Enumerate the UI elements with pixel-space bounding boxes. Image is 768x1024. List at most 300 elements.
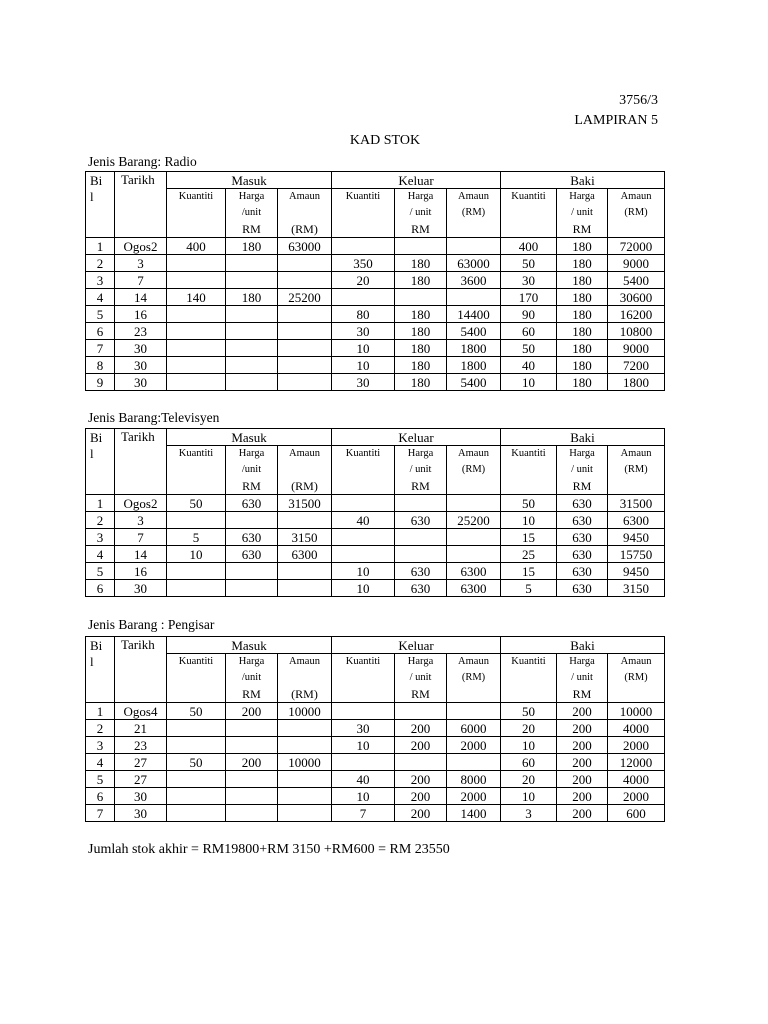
cell-value: 1800 bbox=[447, 340, 501, 357]
cell-tarikh: 14 bbox=[115, 289, 167, 306]
table-row bbox=[86, 703, 665, 720]
header-kuantiti: Kuantiti bbox=[501, 654, 557, 671]
cell-value bbox=[447, 289, 501, 306]
cell-value: 7200 bbox=[608, 357, 665, 374]
cell-bil: 1 bbox=[86, 703, 115, 720]
cell-value: 20 bbox=[332, 272, 395, 289]
cell-value bbox=[395, 754, 447, 771]
cell-value bbox=[278, 357, 332, 374]
cell-value: 140 bbox=[167, 289, 226, 306]
cell-value: 180 bbox=[395, 323, 447, 340]
header-tarikh: Tarikh bbox=[115, 429, 167, 495]
cell-value: 200 bbox=[557, 720, 608, 737]
header-bil-cont bbox=[86, 686, 115, 703]
stock-table bbox=[85, 171, 665, 391]
cell-value: 200 bbox=[557, 737, 608, 754]
cell-value: 25200 bbox=[447, 512, 501, 529]
cell-value bbox=[278, 374, 332, 391]
cell-bil: 2 bbox=[86, 512, 115, 529]
header-bil-cont: l bbox=[86, 446, 115, 463]
section-label: Jenis Barang:Televisyen bbox=[88, 410, 220, 425]
table-row bbox=[86, 255, 665, 272]
cell-value: 9450 bbox=[608, 529, 665, 546]
cell-value: 50 bbox=[501, 255, 557, 272]
cell-bil: 4 bbox=[86, 289, 115, 306]
header-bil: Bi bbox=[86, 429, 115, 446]
cell-value: 200 bbox=[395, 720, 447, 737]
cell-tarikh: Ogos2 bbox=[115, 238, 167, 255]
header-amaun: Amaun bbox=[608, 446, 665, 463]
header-harga: RM bbox=[557, 221, 608, 238]
cell-value bbox=[447, 703, 501, 720]
header-kuantiti: Kuantiti bbox=[167, 654, 226, 671]
cell-value bbox=[447, 238, 501, 255]
cell-value: 5400 bbox=[447, 374, 501, 391]
table-row bbox=[86, 771, 665, 788]
header-amaun bbox=[447, 478, 501, 495]
cell-value: 1800 bbox=[447, 357, 501, 374]
cell-value: 200 bbox=[395, 771, 447, 788]
header-harga: / unit bbox=[395, 205, 447, 221]
header-baki: Baki bbox=[501, 172, 665, 189]
cell-bil: 2 bbox=[86, 720, 115, 737]
cell-value bbox=[278, 512, 332, 529]
cell-value: 15750 bbox=[608, 546, 665, 563]
header-bil: Bi bbox=[86, 172, 115, 189]
cell-tarikh: 7 bbox=[115, 529, 167, 546]
cell-value bbox=[226, 771, 278, 788]
cell-tarikh: 16 bbox=[115, 563, 167, 580]
header-kuantiti bbox=[332, 478, 395, 495]
header-harga: / unit bbox=[557, 462, 608, 478]
cell-value bbox=[278, 788, 332, 805]
header-amaun: Amaun bbox=[608, 189, 665, 206]
header-amaun: (RM) bbox=[608, 205, 665, 221]
header-kuantiti bbox=[332, 221, 395, 238]
cell-value: 3600 bbox=[447, 272, 501, 289]
cell-value: 630 bbox=[226, 529, 278, 546]
cell-tarikh: 7 bbox=[115, 272, 167, 289]
cell-value: 200 bbox=[557, 703, 608, 720]
table-row bbox=[86, 754, 665, 771]
cell-value bbox=[278, 306, 332, 323]
cell-value bbox=[226, 737, 278, 754]
header-amaun: (RM) bbox=[608, 670, 665, 686]
header-kuantiti bbox=[167, 686, 226, 703]
header-harga: /unit bbox=[226, 462, 278, 478]
header-amaun: (RM) bbox=[447, 205, 501, 221]
cell-value: 12000 bbox=[608, 754, 665, 771]
cell-value bbox=[226, 580, 278, 597]
header-amaun: (RM) bbox=[447, 462, 501, 478]
header-amaun bbox=[608, 686, 665, 703]
cell-value bbox=[332, 495, 395, 512]
cell-value: 10800 bbox=[608, 323, 665, 340]
cell-bil: 5 bbox=[86, 306, 115, 323]
cell-value bbox=[278, 272, 332, 289]
cell-value: 9000 bbox=[608, 255, 665, 272]
header-harga: RM bbox=[226, 221, 278, 238]
header-amaun bbox=[278, 462, 332, 478]
cell-value bbox=[278, 323, 332, 340]
cell-value: 25 bbox=[501, 546, 557, 563]
table-row bbox=[86, 546, 665, 563]
cell-value: 180 bbox=[226, 289, 278, 306]
cell-value bbox=[332, 703, 395, 720]
cell-value bbox=[447, 546, 501, 563]
header-amaun: Amaun bbox=[447, 654, 501, 671]
cell-value: 630 bbox=[557, 512, 608, 529]
cell-value bbox=[226, 788, 278, 805]
cell-value: 2000 bbox=[447, 788, 501, 805]
cell-value: 14400 bbox=[447, 306, 501, 323]
header-amaun: (RM) bbox=[278, 221, 332, 238]
table-row bbox=[86, 805, 665, 822]
cell-value bbox=[332, 289, 395, 306]
table-row bbox=[86, 374, 665, 391]
cell-value: 4000 bbox=[608, 771, 665, 788]
header-masuk: Masuk bbox=[167, 429, 332, 446]
header-kuantiti bbox=[501, 462, 557, 478]
header-kuantiti bbox=[501, 205, 557, 221]
header-keluar: Keluar bbox=[332, 429, 501, 446]
cell-value: 16200 bbox=[608, 306, 665, 323]
cell-value: 180 bbox=[557, 306, 608, 323]
cell-value: 10 bbox=[332, 580, 395, 597]
appendix-label: LAMPIRAN 5 bbox=[574, 113, 658, 128]
cell-value: 350 bbox=[332, 255, 395, 272]
cell-value: 50 bbox=[167, 754, 226, 771]
document-code: 3756/3 bbox=[619, 93, 658, 108]
cell-value: 630 bbox=[557, 546, 608, 563]
cell-value: 20 bbox=[501, 720, 557, 737]
header-harga: Harga bbox=[395, 654, 447, 671]
cell-value bbox=[226, 306, 278, 323]
cell-value: 180 bbox=[557, 340, 608, 357]
cell-bil: 3 bbox=[86, 272, 115, 289]
header-amaun bbox=[608, 478, 665, 495]
cell-value bbox=[226, 720, 278, 737]
cell-value: 180 bbox=[557, 255, 608, 272]
header-kuantiti bbox=[332, 686, 395, 703]
cell-bil: 3 bbox=[86, 737, 115, 754]
cell-value: 9450 bbox=[608, 563, 665, 580]
table-row bbox=[86, 495, 665, 512]
cell-bil: 2 bbox=[86, 255, 115, 272]
header-kuantiti bbox=[167, 670, 226, 686]
header-amaun: (RM) bbox=[278, 478, 332, 495]
cell-tarikh: Ogos4 bbox=[115, 703, 167, 720]
cell-value bbox=[332, 546, 395, 563]
cell-value: 30600 bbox=[608, 289, 665, 306]
cell-value: 9000 bbox=[608, 340, 665, 357]
cell-value bbox=[332, 754, 395, 771]
table-row bbox=[86, 788, 665, 805]
cell-value bbox=[167, 805, 226, 822]
cell-value: 200 bbox=[395, 788, 447, 805]
cell-value bbox=[167, 323, 226, 340]
cell-value: 200 bbox=[557, 754, 608, 771]
table-row bbox=[86, 289, 665, 306]
cell-value bbox=[278, 720, 332, 737]
cell-value bbox=[167, 771, 226, 788]
header-amaun bbox=[278, 205, 332, 221]
cell-value: 630 bbox=[226, 495, 278, 512]
cell-value: 40 bbox=[501, 357, 557, 374]
cell-tarikh: 27 bbox=[115, 754, 167, 771]
cell-value: 6300 bbox=[608, 512, 665, 529]
cell-value: 10 bbox=[332, 737, 395, 754]
cell-value: 10000 bbox=[278, 703, 332, 720]
cell-value bbox=[167, 255, 226, 272]
header-masuk: Masuk bbox=[167, 172, 332, 189]
cell-value bbox=[395, 495, 447, 512]
cell-value bbox=[167, 512, 226, 529]
table-row bbox=[86, 340, 665, 357]
cell-value: 630 bbox=[557, 495, 608, 512]
cell-tarikh: 23 bbox=[115, 737, 167, 754]
cell-tarikh: 3 bbox=[115, 512, 167, 529]
cell-bil: 4 bbox=[86, 546, 115, 563]
cell-value bbox=[278, 737, 332, 754]
cell-value: 60 bbox=[501, 323, 557, 340]
header-bil-cont bbox=[86, 478, 115, 495]
cell-value: 630 bbox=[226, 546, 278, 563]
cell-bil: 3 bbox=[86, 529, 115, 546]
table-row bbox=[86, 563, 665, 580]
cell-bil: 5 bbox=[86, 771, 115, 788]
cell-value bbox=[167, 737, 226, 754]
cell-value: 80 bbox=[332, 306, 395, 323]
cell-bil: 6 bbox=[86, 788, 115, 805]
cell-value: 63000 bbox=[278, 238, 332, 255]
header-amaun: Amaun bbox=[608, 654, 665, 671]
cell-value: 31500 bbox=[608, 495, 665, 512]
header-kuantiti bbox=[332, 462, 395, 478]
header-kuantiti: Kuantiti bbox=[501, 189, 557, 206]
cell-value bbox=[278, 563, 332, 580]
cell-value: 60 bbox=[501, 754, 557, 771]
cell-value: 10 bbox=[501, 512, 557, 529]
header-amaun: (RM) bbox=[447, 670, 501, 686]
header-baki: Baki bbox=[501, 637, 665, 654]
table-row bbox=[86, 529, 665, 546]
header-harga: Harga bbox=[557, 654, 608, 671]
cell-value bbox=[447, 754, 501, 771]
cell-value bbox=[226, 374, 278, 391]
cell-value: 180 bbox=[557, 238, 608, 255]
cell-bil: 7 bbox=[86, 805, 115, 822]
cell-value bbox=[226, 512, 278, 529]
cell-value: 180 bbox=[395, 357, 447, 374]
cell-tarikh: 30 bbox=[115, 788, 167, 805]
cell-value: 30 bbox=[332, 374, 395, 391]
cell-bil: 1 bbox=[86, 495, 115, 512]
header-kuantiti bbox=[332, 205, 395, 221]
table-row bbox=[86, 737, 665, 754]
cell-bil: 1 bbox=[86, 238, 115, 255]
cell-value bbox=[226, 323, 278, 340]
cell-value: 200 bbox=[557, 805, 608, 822]
cell-value bbox=[332, 529, 395, 546]
header-kuantiti bbox=[501, 221, 557, 238]
header-bil-cont: l bbox=[86, 654, 115, 671]
cell-value: 1800 bbox=[608, 374, 665, 391]
table-row bbox=[86, 512, 665, 529]
cell-value: 50 bbox=[501, 340, 557, 357]
cell-value: 200 bbox=[226, 703, 278, 720]
header-bil-cont bbox=[86, 462, 115, 478]
cell-tarikh: 14 bbox=[115, 546, 167, 563]
cell-value bbox=[332, 238, 395, 255]
header-harga: RM bbox=[557, 478, 608, 495]
cell-tarikh: 27 bbox=[115, 771, 167, 788]
cell-value: 180 bbox=[395, 255, 447, 272]
page-title: KAD STOK bbox=[349, 133, 421, 148]
header-harga: / unit bbox=[395, 462, 447, 478]
cell-tarikh: 21 bbox=[115, 720, 167, 737]
table-row bbox=[86, 580, 665, 597]
cell-value: 10000 bbox=[278, 754, 332, 771]
cell-value: 3150 bbox=[608, 580, 665, 597]
cell-value bbox=[226, 563, 278, 580]
header-harga: Harga bbox=[557, 446, 608, 463]
cell-value: 2000 bbox=[608, 737, 665, 754]
cell-value bbox=[278, 580, 332, 597]
header-harga: Harga bbox=[557, 189, 608, 206]
cell-value: 6300 bbox=[447, 563, 501, 580]
cell-value bbox=[447, 495, 501, 512]
header-harga: Harga bbox=[226, 654, 278, 671]
cell-tarikh: 16 bbox=[115, 306, 167, 323]
header-tarikh: Tarikh bbox=[115, 637, 167, 703]
cell-value: 5 bbox=[501, 580, 557, 597]
cell-value bbox=[278, 340, 332, 357]
cell-value bbox=[167, 340, 226, 357]
cell-value: 180 bbox=[226, 238, 278, 255]
header-kuantiti bbox=[167, 478, 226, 495]
cell-value: 180 bbox=[557, 357, 608, 374]
header-kuantiti: Kuantiti bbox=[332, 446, 395, 463]
header-bil-cont bbox=[86, 670, 115, 686]
cell-value: 25200 bbox=[278, 289, 332, 306]
cell-value: 200 bbox=[395, 805, 447, 822]
table-row bbox=[86, 306, 665, 323]
header-harga: RM bbox=[557, 686, 608, 703]
cell-value: 5400 bbox=[608, 272, 665, 289]
header-keluar: Keluar bbox=[332, 172, 501, 189]
cell-value bbox=[226, 805, 278, 822]
cell-tarikh: Ogos2 bbox=[115, 495, 167, 512]
header-amaun: Amaun bbox=[278, 189, 332, 206]
cell-value: 6000 bbox=[447, 720, 501, 737]
header-kuantiti bbox=[167, 205, 226, 221]
cell-bil: 9 bbox=[86, 374, 115, 391]
section-label: Jenis Barang: Radio bbox=[88, 154, 197, 169]
header-amaun: (RM) bbox=[608, 462, 665, 478]
cell-value bbox=[447, 529, 501, 546]
header-harga: RM bbox=[395, 221, 447, 238]
cell-value: 30 bbox=[332, 323, 395, 340]
cell-value: 40 bbox=[332, 771, 395, 788]
cell-value bbox=[395, 546, 447, 563]
cell-value: 200 bbox=[557, 788, 608, 805]
cell-bil: 6 bbox=[86, 580, 115, 597]
cell-value: 630 bbox=[557, 529, 608, 546]
header-harga: RM bbox=[395, 686, 447, 703]
cell-value bbox=[226, 255, 278, 272]
cell-value bbox=[167, 580, 226, 597]
cell-value: 63000 bbox=[447, 255, 501, 272]
cell-value: 1400 bbox=[447, 805, 501, 822]
cell-value: 180 bbox=[395, 272, 447, 289]
cell-value: 2000 bbox=[608, 788, 665, 805]
cell-bil: 7 bbox=[86, 340, 115, 357]
header-kuantiti bbox=[167, 462, 226, 478]
header-amaun bbox=[447, 221, 501, 238]
cell-tarikh: 30 bbox=[115, 340, 167, 357]
cell-value: 8000 bbox=[447, 771, 501, 788]
stock-table bbox=[85, 636, 665, 822]
table-row bbox=[86, 238, 665, 255]
cell-value: 10 bbox=[167, 546, 226, 563]
cell-value: 5 bbox=[167, 529, 226, 546]
cell-value: 180 bbox=[557, 323, 608, 340]
cell-value bbox=[167, 374, 226, 391]
cell-value: 10 bbox=[501, 737, 557, 754]
cell-tarikh: 30 bbox=[115, 374, 167, 391]
cell-value: 15 bbox=[501, 529, 557, 546]
cell-value: 4000 bbox=[608, 720, 665, 737]
header-kuantiti: Kuantiti bbox=[501, 446, 557, 463]
cell-value: 10 bbox=[332, 357, 395, 374]
header-harga: Harga bbox=[395, 446, 447, 463]
header-amaun bbox=[278, 670, 332, 686]
header-bil: Bi bbox=[86, 637, 115, 654]
cell-value: 200 bbox=[226, 754, 278, 771]
cell-value: 630 bbox=[395, 512, 447, 529]
cell-value bbox=[278, 255, 332, 272]
header-bil-cont bbox=[86, 221, 115, 238]
cell-value: 10 bbox=[332, 788, 395, 805]
header-kuantiti bbox=[501, 478, 557, 495]
header-harga: Harga bbox=[226, 189, 278, 206]
cell-bil: 6 bbox=[86, 323, 115, 340]
header-kuantiti: Kuantiti bbox=[332, 654, 395, 671]
cell-value: 30 bbox=[501, 272, 557, 289]
cell-value bbox=[278, 771, 332, 788]
stock-table bbox=[85, 428, 665, 597]
header-harga: /unit bbox=[226, 670, 278, 686]
cell-value: 630 bbox=[395, 580, 447, 597]
header-harga: RM bbox=[226, 478, 278, 495]
header-amaun: Amaun bbox=[278, 446, 332, 463]
cell-value: 200 bbox=[395, 737, 447, 754]
cell-value: 630 bbox=[557, 563, 608, 580]
cell-value: 5400 bbox=[447, 323, 501, 340]
cell-value bbox=[167, 272, 226, 289]
section-label: Jenis Barang : Pengisar bbox=[88, 617, 215, 632]
cell-bil: 5 bbox=[86, 563, 115, 580]
cell-bil: 4 bbox=[86, 754, 115, 771]
header-harga: /unit bbox=[226, 205, 278, 221]
cell-value: 10 bbox=[332, 340, 395, 357]
cell-value: 72000 bbox=[608, 238, 665, 255]
table-row bbox=[86, 720, 665, 737]
header-harga: RM bbox=[226, 686, 278, 703]
header-harga: / unit bbox=[557, 205, 608, 221]
cell-value: 200 bbox=[557, 771, 608, 788]
